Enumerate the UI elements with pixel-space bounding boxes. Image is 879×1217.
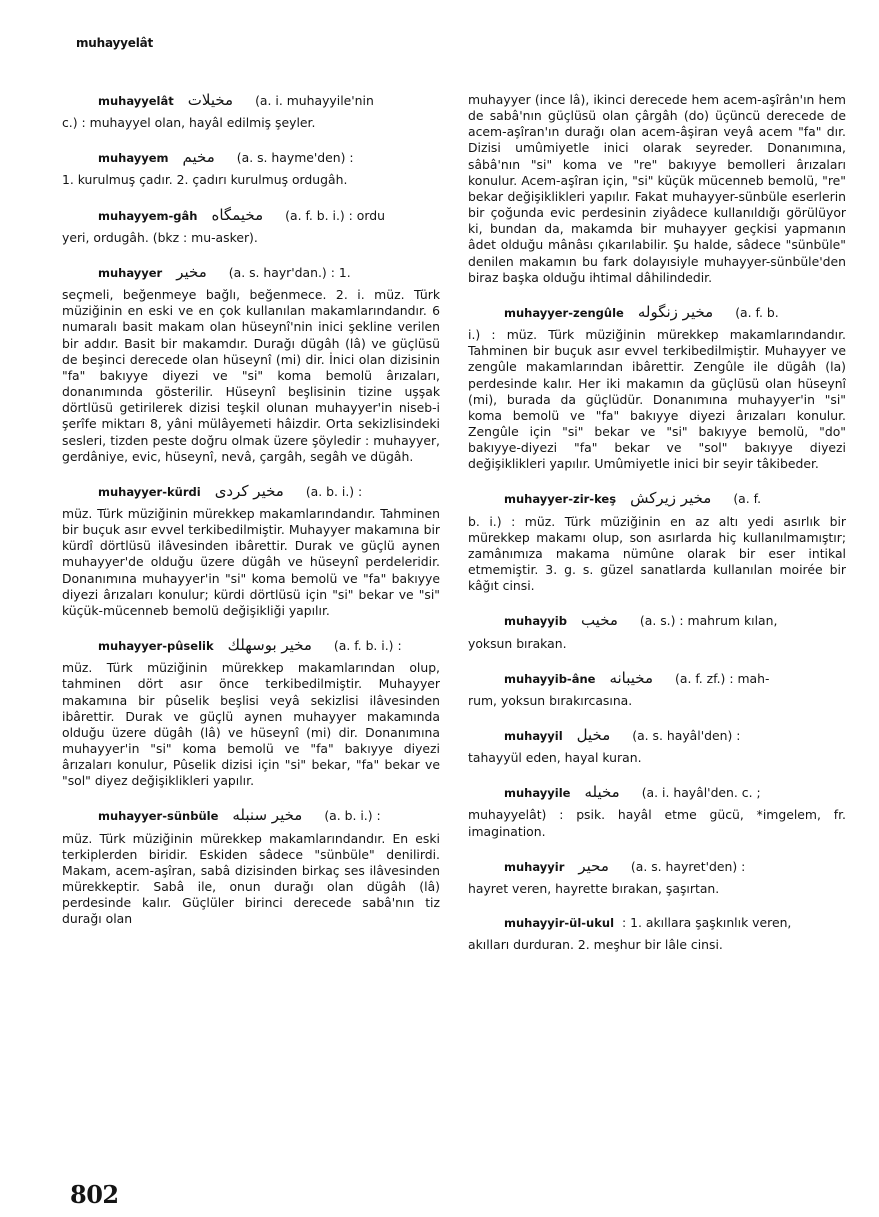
etymology: (a. f. [733,491,762,507]
entry-headline [62,207,440,224]
definition-text: müz. Türk müziğinin mürekkep makamlarındandır. En eski terkiplerden biridir. Eskiden sâdece "sünbüle" denilirdi. Makam, acem-aşîran, sabâ dizisinden birkaç ses ilâvesinden mürekkeptir. Sabâ ile, onun durağı olan dügâh (lâ) perdesinde kalır. Güçlüler birinci derecede sabâ'nın tiz durağı olan [62,830,440,927]
dictionary-entry [468,784,846,839]
definition-text: akılları durduran. 2. meşhur bir lâle cinsi. [468,937,723,953]
headword: muhayyile [504,786,571,801]
headword: muhayyem [98,151,169,166]
headword: muhayyib-âne [504,671,596,686]
headword: muhayyer-sünbüle [98,809,219,824]
entry-headline [468,858,846,875]
arabic-script: مخيلات [187,91,234,109]
dictionary-entry [468,490,846,594]
arabic-script: مخير بوسهلك [227,636,312,655]
definition-text: 1. kurulmuş çadır. 2. çadırı kurulmuş ordugâh. [62,172,348,188]
definition-text: c.) : muhayyel olan, hayâl edilmiş şeyler. [62,115,316,131]
etymology: (a. s. hayme'den) : [236,150,354,166]
running-head: muhayyelât [76,36,154,50]
entry-headline [62,92,440,109]
etymology: (a. f. zf.) : mah- [675,670,770,686]
headword: muhayyir [504,859,565,874]
dictionary-entry [468,727,846,766]
etymology: (a. f. b. i.) : ordu [285,207,385,223]
entry-headline [468,784,846,801]
entry-headline [468,490,846,507]
etymology: (a. i. hayâl'den. c. ; [641,785,761,801]
arabic-script: مخير زنگوله [637,302,714,321]
headword: muhayyem-gâh [98,208,198,223]
etymology: (a. s. hayr'dan.) : 1. [228,264,351,280]
arabic-script: مخير كردى [214,481,284,500]
dictionary-entry [468,915,846,953]
dictionary-entry [62,207,440,246]
definition-text: hayret veren, hayrette bırakan, şaşırtan. [468,880,720,896]
headword: muhayyelât [98,94,174,108]
arabic-script: مخيله [584,783,620,802]
left-column [62,92,440,928]
definition-text: rum, yoksun bırakırcasına. [468,692,633,708]
dictionary-entry [468,670,846,709]
etymology: (a. s. hayret'den) : [630,858,746,874]
arabic-script: مخير زيركش [630,489,712,508]
dictionary-entry [62,264,440,465]
dictionary-entry [468,304,846,473]
dictionary-entry [62,483,440,619]
dictionary-entry [468,858,846,897]
entry-headline [468,727,846,744]
page-number: 802 [70,1180,119,1209]
definition-text: müz. Türk müziğinin mürekkep makamlarındandır. Tahminen bir buçuk asır evvel terkibedilmiştir. Muhayyer makamına bir kürdî dörtlüsü ilâvesinden ibârettir. Durak ve güçlü aynen muhayyer'de olduğu üzere dügâh ve hüseynî perdeleridir. Donanımına muhayyer'in "si" koma bemolü ve "fa" bakıyye diyezi ârızaları konulur; kürdi dörtlüsü için "si" bekar ve "si" küçük-mücenneb bemolü değişikliği yapılır. [62,505,440,618]
headword: muhayyib [504,614,567,629]
entry-headline [62,807,440,824]
definition-text: yeri, ordugâh. (bkz : mu-asker). [62,229,258,245]
headword: muhayyer-zengûle [504,305,624,320]
headword: muhayyer-kürdi [98,484,201,499]
arabic-script: مخيم [182,148,215,167]
right-column [468,92,846,953]
entry-headline [468,670,846,687]
arabic-script: مخيل [576,726,611,744]
headword: muhayyer-zir-keş [504,492,617,507]
entry-headline [62,637,440,654]
entry-headline [62,483,440,500]
dictionary-entry [62,92,440,131]
definition-text: muhayyelât) : psik. hayâl etme gücü, *imgelem, fr. imagination. [468,807,846,839]
arabic-script: مخيب [580,611,618,630]
definition-text: seçmeli, beğenmeye bağlı, beğenmece. 2. i. müz. Türk müziğinin en eski ve en çok kullanılan makamlarındandır. 6 numaralı basit makam olan hüseynî'nin inici şekline verilen bir addır. Basit bir makamdır. Durağı dügâh (lâ) ve güçlüsü de beşinci derecede olan hüseynî (mi) dir. İnici olan dizisinin "fa" bakıyye diyezi ve "si" koma bemolü ârızaları, donanımında gösterilir. Hüseynî beşlisinin tizine uşşak dörtlüsü getirilerek dizisi teşkil olunan muhayyer'in niseb-i şerîfe miktarı 8, yâni mülâyemeti hâizdir. Orta sekizlisindeki sesleri, tizden peste doğru olmak üzere şöyledir : muhayyer, gerdâniye, evic, hüseynî, nevâ, çargâh, segâh ve dügâh. [62,287,440,464]
headword: muhayyil [504,729,563,743]
arabic-script: محير [578,856,609,875]
etymology: : 1. akıllara şaşkınlık veren, [622,915,792,931]
definition-text: b. i.) : müz. Türk müziğinin en az altı yedi asırlık bir mürekkep makamı olup, son asırlarda hiç kullanılmamıştır; zamânımıza makama nümûne olarak bir eser intikal etmemiştir. 3. g. s. güzel sanatlarda kullanılan moirée bir kâğıt cinsi. [468,513,846,594]
arabic-script: مخيمگاه [211,205,264,224]
dictionary-entry [468,92,846,286]
entry-headline [62,264,440,281]
arabic-script: مخيبانه [609,668,654,687]
definition-text: muhayyer (ince lâ), ikinci derecede hem acem-aşîrân'ın hem de sabâ'nın güçlüsü olan çârgâh (do) üçüncü derecede de acem-aşîran'ın durağı olan acem-âşiran veyâ acem "fa" dır. Dizisi umûmiyetle inici olarak seyreder. Donanımına, sâbâ'nın "si" koma ve "re" bakıyye bemolleri ârızaları konulur. Acem-aşîran için, "si" küçük mücenneb bemolü, "re" bekar değişiklikleri yapılır. Fakat muhayyer-sünbüle eserlerin bir çoğunda evic perdesinin ziyâdece kullanıldığı görülüyor ki, bundan da, makamda bir muhayyer geçkisi yapmanın âdet olduğu mânâsı çıkarılabilir. Şu halde, sâdece "sünbüle" denilen makamın bu fark dolayısiyle muhayyer-sünbüle'den biraz başka olduğu ihtimal dâhilindedir. [468,92,846,285]
entry-headline [468,304,846,321]
etymology: (a. s.) : mahrum kılan, [639,613,778,629]
etymology: (a. f. b. [735,304,779,320]
dictionary-entry [62,149,440,188]
etymology: (a. b. i.) : [305,483,363,499]
arabic-script: مخير سنبله [232,806,303,825]
definition-text: i.) : müz. Türk müziğinin mürekkep makamlarındandır. Tahminen bir buçuk asır evvel terkibedilmiştir. Muhayyer ve zengûle makamlarından ibârettir. Zengûle ile dügâh (la) perdesinde kalır. Her iki makamın da güçlüsü olan hüseynî (mi), burada da güçlüdür. Donanımına muhayyer'in "si" koma bemolü ve "fa" bakıyye diyezi ârızaları konulur. Zengûle için "si" bekar ve "si" bakıyye bemolü, "do" bakıyye-diyezi "fa" bekar ve "sol" bakıyye diyezi değişiklikleri yapılır. Umûmiyetle inici bir seyir tâkibeder. [468,327,846,472]
headword: muhayyer [98,265,163,280]
definition-text: tahayyül eden, hayal kuran. [468,750,642,766]
definition-text: yoksun bırakan. [468,635,567,651]
etymology: (a. b. i.) : [324,808,381,824]
entry-headline [62,149,440,166]
definition-text: müz. Türk müziğinin mürekkep makamlarından olup, tahminen dört asır önce terkibedilmiştir. Muhayyer makamına bir pûselik beşlisi veyâ sekizlisi ilâvesinden ibârettir. Durak ve güçlü aynen muhayyer makamında olduğu üzere dügâh (lâ) ve hüseynî (mi) dir. Donanımına muhayyer'in "si" koma bemolü ve "fa" bakıyye diyezi ârızaları konulur, Pûselik dizisi için "si" bekar, "fa" bekar ve "sol" diyez değişiklikleri yapılır. [62,660,440,789]
arabic-script: مخير [176,262,207,281]
headword: muhayyir-ül-ukul [504,916,615,931]
entry-headline [468,915,846,931]
etymology: (a. f. b. i.) : [333,638,402,654]
etymology: (a. i. muhayyile'nin [255,93,374,108]
dictionary-entry [468,612,846,651]
dictionary-entry [62,637,440,789]
entry-headline [468,612,846,629]
headword: muhayyer-pûselik [98,639,214,654]
dictionary-entry [62,807,440,927]
etymology: (a. s. hayâl'den) : [632,728,741,743]
